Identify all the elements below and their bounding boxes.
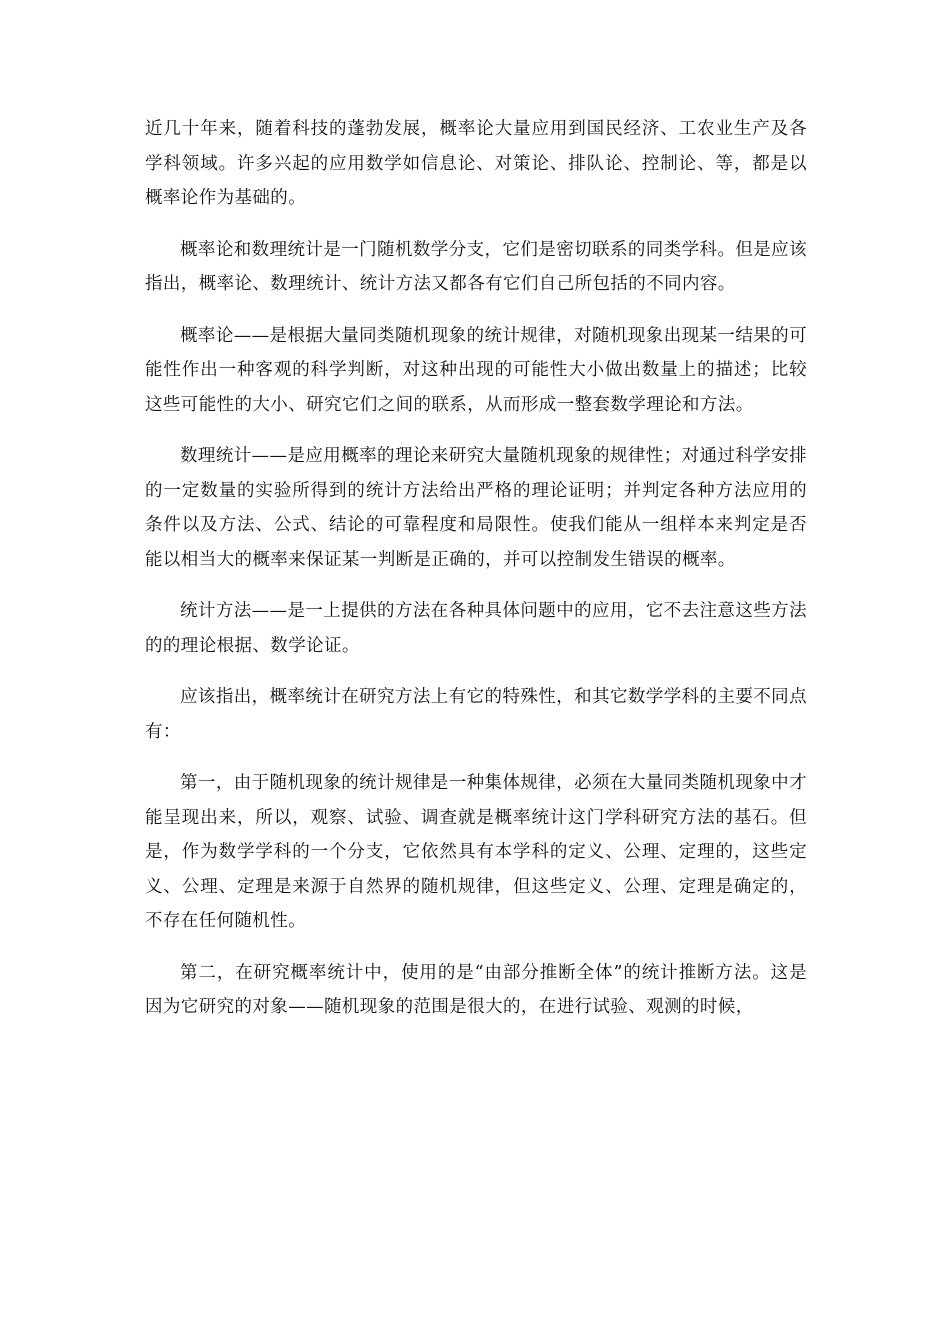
paragraph-probability: 概率论——是根据大量同类随机现象的统计规律，对随机现象出现某一结果的可能性作出一种客观的科学判断，对这种出现的可能性大小做出数量上的描述；比较这些可能性的大小、研究它们之间的联系，从而形成一整套数学理论和方法。 — [145, 325, 807, 415]
paragraph-overview: 概率论和数理统计是一门随机数学分支，它们是密切联系的同类学科。但是应该指出，概率论、数理统计、统计方法又都各有它们自己所包括的不同内容。 — [145, 239, 807, 294]
paragraph-differences-intro: 应该指出，概率统计在研究方法上有它的特殊性，和其它数学学科的主要不同点有： — [145, 687, 807, 742]
paragraph-second-point: 第二，在研究概率统计中，使用的是“由部分推断全体”的统计推断方法。这是因为它研究的对象——随机现象的范围是很大的，在进行试验、观测的时候， — [145, 962, 807, 1017]
document-page — [145, 112, 807, 1042]
paragraph-statistical-methods: 统计方法——是一上提供的方法在各种具体问题中的应用，它不去注意这些方法的的理论根据、数学论证。 — [145, 601, 807, 656]
paragraph-first-point: 第一，由于随机现象的统计规律是一种集体规律，必须在大量同类随机现象中才能呈现出来，所以，观察、试验、调查就是概率统计这门学科研究方法的基石。但是，作为数学学科的一个分支，它依然具有本学科的定义、公理、定理的，这些定义、公理、定理是来源于自然界的随机规律，但这些定义、公理、定理是确定的，不存在任何随机性。 — [145, 773, 807, 931]
paragraph-mathematical-statistics: 数理统计——是应用概率的理论来研究大量随机现象的规律性；对通过科学安排的一定数量的实验所得到的统计方法给出严格的理论证明；并判定各种方法应用的条件以及方法、公式、结论的可靠程度和局限性。使我们能从一组样本来判定是否能以相当大的概率来保证某一判断是正确的，并可以控制发生错误的概率。 — [145, 446, 807, 570]
paragraph-intro: 近几十年来，随着科技的蓬勃发展，概率论大量应用到国民经济、工农业生产及各学科领域。许多兴起的应用数学如信息论、对策论、排队论、控制论、等，都是以概率论作为基础的。 — [145, 119, 807, 208]
